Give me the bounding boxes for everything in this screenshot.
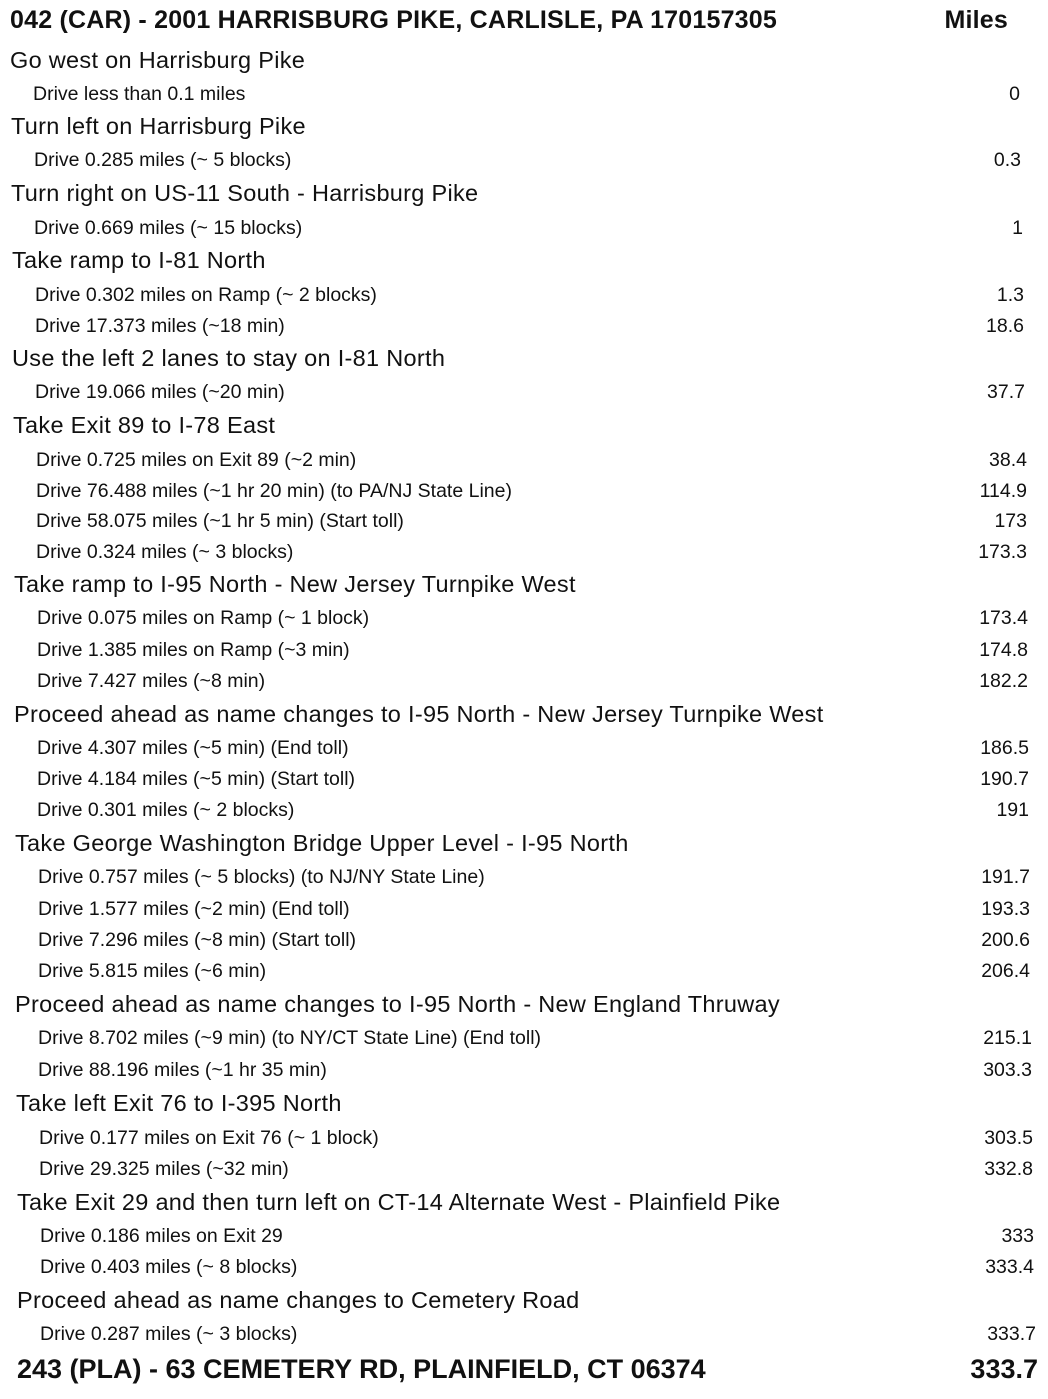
- destination-title: 243 (PLA) - 63 CEMETERY RD, PLAINFIELD, CT 06374: [17, 1354, 706, 1384]
- leg-miles: 186.5: [980, 737, 1029, 759]
- leg-miles: 37.7: [987, 381, 1025, 403]
- leg-miles: 0: [1009, 83, 1020, 105]
- step-instruction: Proceed ahead as name changes to Cemetery Road: [17, 1287, 580, 1313]
- leg-text: Drive 0.075 miles on Ramp (~ 1 block): [37, 607, 370, 629]
- drive-leg: [0, 381, 1048, 407]
- leg-miles: 206.4: [981, 960, 1030, 982]
- leg-text: Drive 58.075 miles (~1 hr 5 min) (Start toll): [36, 510, 404, 532]
- leg-text: Drive 0.669 miles (~ 15 blocks): [34, 217, 303, 239]
- direction-step: [0, 247, 1048, 277]
- leg-text: Drive 17.373 miles (~18 min): [35, 315, 285, 337]
- leg-text: Drive 0.725 miles on Exit 89 (~2 min): [36, 449, 357, 471]
- leg-miles: 332.8: [984, 1158, 1033, 1180]
- header-row: [0, 6, 1048, 40]
- leg-text: Drive 8.702 miles (~9 min) (to NY/CT State Line) (End toll): [38, 1027, 542, 1049]
- leg-miles: 191: [996, 799, 1029, 821]
- leg-text: Drive 0.403 miles (~ 8 blocks): [40, 1256, 298, 1278]
- drive-leg: [0, 737, 1048, 763]
- leg-miles: 333.4: [985, 1256, 1034, 1278]
- drive-leg: [0, 1158, 1048, 1184]
- step-instruction: Take ramp to I-95 North - New Jersey Turnpike West: [14, 571, 576, 597]
- drive-leg: [0, 799, 1048, 825]
- step-instruction: Take ramp to I-81 North: [12, 247, 266, 273]
- leg-text: Drive 1.577 miles (~2 min) (End toll): [38, 898, 350, 920]
- leg-miles: 1.3: [996, 284, 1024, 306]
- step-instruction: Turn left on Harrisburg Pike: [11, 113, 306, 139]
- drive-leg: [0, 217, 1048, 243]
- leg-miles: 182.2: [979, 670, 1028, 692]
- drive-leg: [0, 607, 1048, 633]
- leg-text: Drive 88.196 miles (~1 hr 35 min): [38, 1059, 327, 1081]
- leg-text: Drive 7.427 miles (~8 min): [37, 670, 266, 692]
- leg-text: Drive 0.186 miles on Exit 29: [40, 1225, 283, 1247]
- step-instruction: Proceed ahead as name changes to I-95 North - New England Thruway: [15, 991, 780, 1017]
- leg-miles: 200.6: [981, 929, 1030, 951]
- step-instruction: Proceed ahead as name changes to I-95 North - New Jersey Turnpike West: [14, 701, 824, 727]
- drive-leg: [0, 1323, 1048, 1349]
- leg-miles: 193.3: [981, 898, 1030, 920]
- leg-miles: 215.1: [983, 1027, 1032, 1049]
- leg-text: Drive 0.302 miles on Ramp (~ 2 blocks): [35, 284, 377, 306]
- direction-step: [0, 701, 1048, 731]
- drive-leg: [0, 1127, 1048, 1153]
- drive-leg: [0, 541, 1048, 567]
- drive-leg: [0, 284, 1048, 310]
- step-instruction: Take left Exit 76 to I-395 North: [16, 1090, 342, 1116]
- drive-leg: [0, 510, 1048, 536]
- total-miles: 333.7: [970, 1354, 1038, 1384]
- miles-header: Miles: [944, 6, 1008, 34]
- drive-leg: [0, 1256, 1048, 1282]
- leg-miles: 173.4: [979, 607, 1028, 629]
- leg-text: Drive 5.815 miles (~6 min): [38, 960, 267, 982]
- leg-miles: 18.6: [986, 315, 1024, 337]
- leg-miles: 333.7: [987, 1323, 1036, 1345]
- direction-step: [0, 180, 1048, 210]
- leg-miles: 191.7: [981, 866, 1030, 888]
- leg-text: Drive 0.177 miles on Exit 76 (~ 1 block): [39, 1127, 379, 1149]
- direction-step: [0, 113, 1048, 143]
- leg-miles: 173: [994, 510, 1027, 532]
- leg-text: Drive 4.184 miles (~5 min) (Start toll): [37, 768, 356, 790]
- direction-step: [0, 1189, 1048, 1219]
- direction-step: [0, 345, 1048, 375]
- drive-leg: [0, 639, 1048, 665]
- drive-leg: [0, 449, 1048, 475]
- leg-miles: 0.3: [993, 149, 1021, 171]
- step-instruction: Use the left 2 lanes to stay on I-81 North: [12, 345, 446, 371]
- drive-leg: [0, 929, 1048, 955]
- drive-leg: [0, 315, 1048, 341]
- leg-text: Drive 1.385 miles on Ramp (~3 min): [37, 639, 350, 661]
- leg-text: Drive 0.757 miles (~ 5 blocks) (to NJ/NY State Line): [38, 866, 485, 888]
- drive-leg: [0, 866, 1048, 892]
- leg-miles: 1: [1012, 217, 1023, 239]
- leg-miles: 174.8: [979, 639, 1028, 661]
- drive-leg: [0, 670, 1048, 696]
- drive-leg: [0, 480, 1048, 506]
- step-instruction: Take Exit 29 and then turn left on CT-14 Alternate West - Plainfield Pike: [17, 1189, 781, 1215]
- drive-leg: [0, 768, 1048, 794]
- leg-text: Drive 0.285 miles (~ 5 blocks): [34, 149, 292, 171]
- leg-miles: 333: [1001, 1225, 1034, 1247]
- leg-text: Drive 0.301 miles (~ 2 blocks): [37, 799, 295, 821]
- direction-step: [0, 571, 1048, 601]
- leg-text: Drive 4.307 miles (~5 min) (End toll): [37, 737, 349, 759]
- drive-leg: [0, 1059, 1048, 1085]
- drive-leg: [0, 1225, 1048, 1251]
- direction-step: [0, 991, 1048, 1021]
- leg-miles: 190.7: [980, 768, 1029, 790]
- drive-leg: [0, 1027, 1048, 1053]
- leg-text: Drive 29.325 miles (~32 min): [39, 1158, 289, 1180]
- step-instruction: Go west on Harrisburg Pike: [10, 47, 306, 73]
- leg-miles: 38.4: [989, 449, 1027, 471]
- direction-step: [0, 1090, 1048, 1120]
- leg-miles: 173.3: [978, 541, 1027, 563]
- leg-text: Drive 0.324 miles (~ 3 blocks): [36, 541, 294, 563]
- leg-text: Drive 7.296 miles (~8 min) (Start toll): [38, 929, 357, 951]
- leg-text: Drive less than 0.1 miles: [33, 83, 246, 105]
- drive-leg: [0, 960, 1048, 986]
- direction-step: [0, 1287, 1048, 1317]
- leg-miles: 114.9: [979, 480, 1027, 502]
- origin-title: 042 (CAR) - 2001 HARRISBURG PIKE, CARLISLE, PA 170157305: [10, 6, 777, 34]
- step-instruction: Take Exit 89 to I-78 East: [13, 412, 276, 438]
- drive-leg: [0, 83, 1048, 109]
- footer-row: [0, 1354, 1048, 1390]
- step-instruction: Take George Washington Bridge Upper Level - I-95 North: [15, 830, 629, 856]
- direction-step: [0, 830, 1048, 860]
- leg-miles: 303.3: [983, 1059, 1032, 1081]
- drive-leg: [0, 898, 1048, 924]
- direction-step: [0, 47, 1048, 77]
- step-instruction: Turn right on US-11 South - Harrisburg Pike: [11, 180, 479, 206]
- drive-leg: [0, 149, 1048, 175]
- direction-step: [0, 412, 1048, 442]
- leg-text: Drive 0.287 miles (~ 3 blocks): [40, 1323, 298, 1345]
- leg-miles: 303.5: [984, 1127, 1033, 1149]
- leg-text: Drive 19.066 miles (~20 min): [35, 381, 285, 403]
- leg-text: Drive 76.488 miles (~1 hr 20 min) (to PA/NJ State Line): [36, 480, 512, 502]
